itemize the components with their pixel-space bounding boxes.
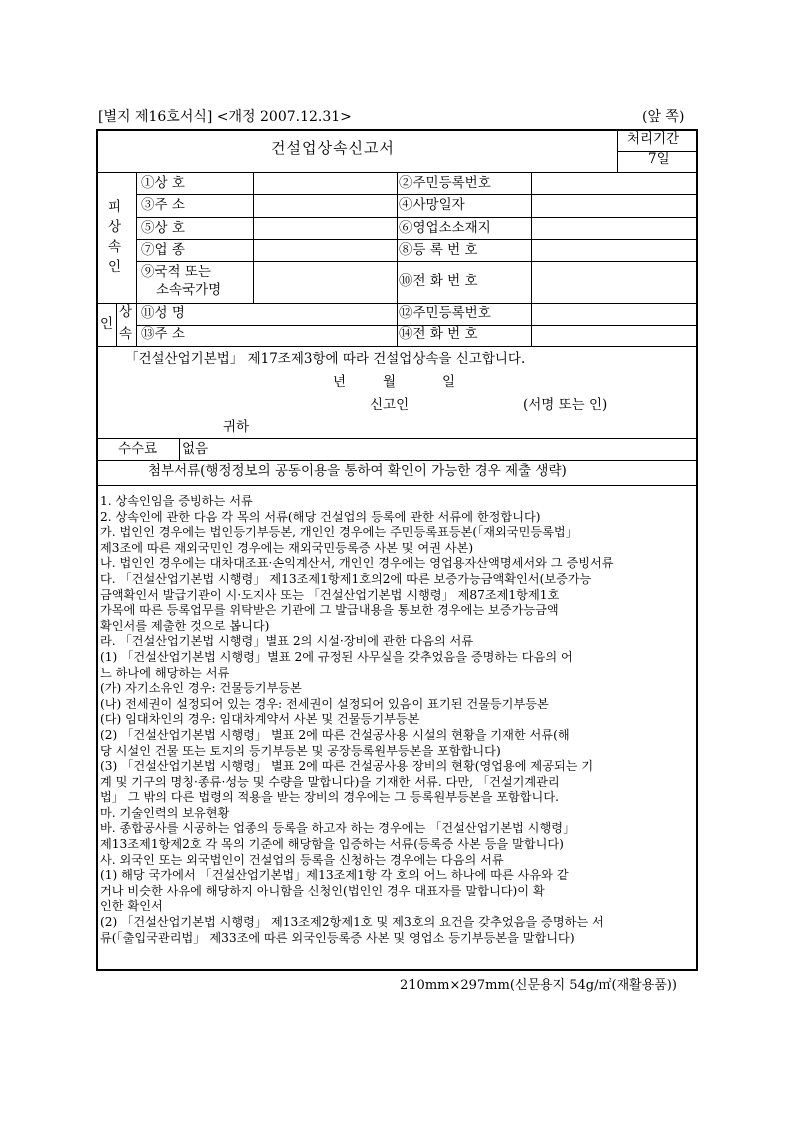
list-item: 제3조에 따른 재외국민인 경우에는 재외국민등록증 사본 및 여권 사본) (100, 540, 474, 555)
list-item: 류(「출입국관리법」 제33조에 따른 외국인등록증 사본 및 영업소 등기부등본을 말합니다) (100, 930, 575, 945)
decedent-label-2: 상 (108, 219, 122, 235)
addressee-label: 귀하 (223, 419, 250, 435)
year-label: 년 (333, 374, 347, 390)
nationality-label-1: ⑨국적 또는 (141, 264, 211, 280)
office-location-label: ⑥영업소소재지 (399, 220, 491, 236)
attachments-list (100, 494, 696, 946)
list-item: 법」 그 밖의 다른 법령의 적용을 받는 장비의 경우에는 그 등록원부등본을 포함합니다. (100, 790, 559, 805)
trade-name2-label: ⑤상 호 (141, 220, 185, 236)
list-item: 사. 외국인 또는 외국법인이 건설업의 등록을 신청하는 경우에는 다음의 서류 (100, 852, 504, 867)
list-item: (3) 「건설산업기본법 시행령」 별표 2에 따른 건설공사용 장비의 현황(영업용에 제공되는 기 (100, 759, 594, 774)
list-item: (1) 「건설산업기본법 시행령」별표 2에 규정된 사무실을 갖추었음을 증명하는 다음의 어 (100, 649, 573, 664)
heir-label-2: 상 (119, 304, 133, 320)
list-item: 2. 상속인에 관한 다음 각 목의 서류(해당 건설업의 등록에 관한 서류에 한정합니다) (100, 509, 541, 524)
list-item: (1) 해당 국가에서 「건설산업기본법」제13조제1항 각 호의 어느 하나에 따른 사유와 같 (100, 868, 569, 883)
list-item: 인한 확인서 (100, 899, 163, 914)
declaration-text: 「건설산업기본법」 제17조제3항에 따라 건설업상속을 신고합니다. (125, 351, 526, 367)
list-item: (가) 자기소유인 경우: 건물등기부등본 (100, 681, 302, 696)
list-item: 마. 기술인력의 보유현황 (100, 805, 230, 820)
form-title: 건설업상속신고서 (271, 139, 395, 157)
address-label: ③주 소 (141, 197, 185, 213)
form-number: [별지 제16호서식] <개정 2007.12.31> (98, 109, 352, 125)
page-side: (앞 쪽) (642, 109, 685, 125)
fee-value: 없음 (182, 441, 209, 457)
list-item: 바. 종합공사를 시공하는 업종의 등록을 하고자 하는 경우에는 「건설산업기본법 시행령」 (100, 821, 576, 836)
list-item: 거나 비슷한 사유에 해당하지 아니함을 신청인(법인인 경우 대표자를 말합니다)이 확 (100, 883, 545, 898)
list-item: 나. 법인인 경우에는 대차대조표·손익계산서, 개인인 경우에는 영업용자산액명세서와 그 증빙서류 (100, 556, 614, 571)
list-item: 계 및 기구의 명칭·종류·성능 및 수량을 말합니다)을 기재한 서류. 다만, 「건설기계관리 (100, 774, 560, 789)
list-item: 제13조제1항제2호 각 목의 기준에 해당함을 입증하는 서류(등록증 사본 등을 말합니다) (100, 837, 564, 852)
heir-resident-label: ⑫주민등록번호 (399, 305, 491, 321)
list-item: (나) 전세권이 설정되어 있는 경우: 전세권이 설정되어 있음이 표기된 건물등기부등본 (100, 696, 549, 711)
processing-label: 처리기간 (627, 131, 680, 147)
processing-value: 7일 (648, 151, 670, 167)
signature-label: (서명 또는 인) (523, 397, 608, 413)
list-item: 금액확인서 발급기관이 시·도지사 또는 「건설산업기본법 시행령」 제87조제1항제1호 (100, 587, 560, 602)
day-label: 일 (442, 374, 456, 390)
trade-name-label: ①상 호 (141, 175, 185, 191)
list-item: 가목에 따른 등록업무를 위탁받은 기관에 그 발급내용을 통보한 경우에는 보증가능금액 (100, 603, 559, 618)
business-type-label: ⑦업 종 (141, 242, 185, 258)
list-item: 당 시설인 건물 또는 토지의 등기부등본 및 공장등록원부등본을 포함합니다) (100, 743, 501, 758)
decedent-label-3: 속 (108, 239, 122, 255)
list-item: 다. 「건설산업기본법 시행령」 제13조제1항제1호의2에 따른 보증가능금액확인서(보증가능 (100, 571, 592, 586)
resident-no-label: ②주민등록번호 (399, 175, 491, 191)
phone-label: ⑩전 화 번 호 (399, 273, 478, 289)
list-item: 느 하나에 해당하는 서류 (100, 665, 230, 680)
list-item: 1. 상속인임을 증빙하는 서류 (100, 494, 253, 508)
list-item: (다) 임대차인의 경우: 임대차계약서 사본 및 건물등기부등본 (100, 712, 420, 727)
heir-name-label: ⑪성 명 (141, 305, 185, 321)
list-item: (2) 「건설산업기본법 시행령」 제13조제2항제1호 및 제3호의 요건을 갖추었음을 증명하는 서 (100, 915, 604, 930)
heir-label-3: 속 (119, 326, 133, 342)
paper-spec: 210mm×297mm(신문용지 54g/㎡(재활용품)) (400, 978, 677, 993)
fee-label: 수수료 (118, 441, 158, 457)
heir-phone-label: ⑭전 화 번 호 (399, 326, 478, 342)
decedent-label-1: 피 (108, 199, 122, 215)
attachments-title: 첨부서류(행정정보의 공동이용을 통하여 확인이 가능한 경우 제출 생략) (148, 463, 567, 479)
list-item: 가. 법인인 경우에는 법인등기부등본, 개인인 경우에는 주민등록표등본(「재외국민등록법」 (100, 525, 578, 540)
month-label: 월 (383, 374, 397, 390)
list-item: 라. 「건설산업기본법 시행령」별표 2의 시설·장비에 관한 다음의 서류 (100, 634, 474, 649)
decedent-label-4: 인 (108, 259, 122, 275)
heir-address-label: ⑬주 소 (141, 326, 185, 342)
reg-no-label: ⑧등 록 번 호 (399, 242, 478, 258)
death-date-label: ④사망일자 (399, 197, 465, 213)
reporter-label: 신고인 (370, 397, 410, 413)
list-item: (2) 「건설산업기본법 시행령」 별표 2에 따른 건설공사용 시설의 현황을 기재한 서류(해 (100, 727, 570, 742)
list-item: 확인서를 제출한 것으로 봅니다) (100, 618, 270, 633)
heir-label-1: 인 (100, 316, 114, 332)
nationality-label-2: 소속국가명 (156, 282, 222, 298)
